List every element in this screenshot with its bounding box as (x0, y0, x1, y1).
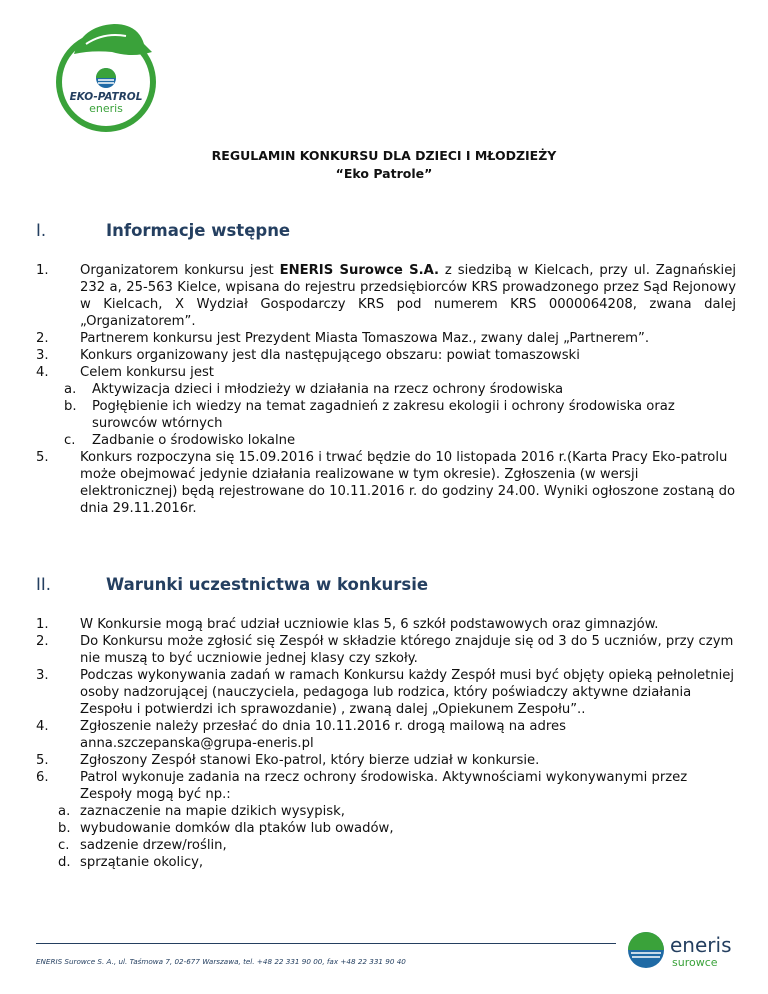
footer-logo-line1: eneris (670, 933, 732, 957)
eko-patrol-logo (52, 14, 160, 136)
section-1-list (36, 262, 736, 517)
section-2-list (36, 616, 736, 871)
section-1-heading (36, 221, 290, 240)
list-item: 4. Zgłoszenie należy przesłać do dnia 10.11.2016 r. drogą mailową na adres anna.szczepanska@grupa-eneris.pl (36, 719, 566, 751)
logo-line1: EKO-PATROL (69, 91, 143, 103)
list-item: 1. W Konkursie mogą brać udział uczniowie klas 5, 6 szkół podstawowych oraz gimnazjów. (36, 617, 659, 632)
list-item: 2. Do Konkursu może zgłosić się Zespół w składzie którego znajduje się od 3 do 5 uczniów, przy czym nie muszą to być uczniowie jednej klasy czy szkoły. (36, 634, 734, 666)
list-item: 6. Patrol wykonuje zadania na rzecz ochrony środowiska. Aktywnościami wykonywanymi przez Zespoły mogą być np.: (36, 770, 688, 802)
list-item: 5. Konkurs rozpoczyna się 15.09.2016 i trwać będzie do 10 listopada 2016 r.(Karta Pracy Eko-patrolu może obejmować jedynie działania realizowane w tym okresie). Zgłoszenia (w wersji elektronicznej) będą rejestrowane do 10.11.2016 r. do godziny 24.00. Wyniki ogłoszone zostaną do dnia 29.11.2016r. (36, 450, 736, 516)
sub-item: b. Pogłębienie ich wiedzy na temat zagadnień z zakresu ekologii i ochrony środowiska oraz surowców wtórnych (64, 399, 675, 431)
section-1-number: I. (36, 221, 47, 240)
list-item: 3. Konkurs organizowany jest dla następującego obszaru: powiat tomaszowski (36, 348, 580, 363)
sub-item: c. sadzenie drzew/roślin, (58, 838, 227, 853)
eneris-surowce-logo (626, 928, 756, 972)
footer-divider (36, 943, 616, 944)
list-item: 2. Partnerem konkursu jest Prezydent Miasta Tomaszowa Maz., zwany dalej „Partnerem”. (36, 331, 650, 346)
sub-item: b. wybudowanie domków dla ptaków lub owadów, (58, 821, 394, 836)
sub-item: c. Zadbanie o środowisko lokalne (64, 433, 296, 448)
list-item: 3. Podczas wykonywania zadań w ramach Konkursu każdy Zespół musi być objęty opieką pełnoletniej osoby nadzorującej (nauczyciela, pedagoga lub rodzica, który poświadczy aktywne działania Zespołu i potwierdzi ich sprawozdanie) , zwaną dalej „Opiekunem Zespołu”.. (36, 668, 735, 717)
document-title: REGULAMIN KONKURSU DLA DZIECI I MŁODZIEŻY (211, 148, 557, 163)
footer-logo-line2: surowce (672, 956, 718, 969)
document-subtitle: “Eko Patrole” (335, 166, 433, 181)
footer-address: ENERIS Surowce S. A., ul. Taśmowa 7, 02-677 Warszawa, tel. +48 22 331 90 00, fax +48 22 331 90 40 (36, 957, 406, 966)
sub-item: a. zaznaczenie na mapie dzikich wysypisk, (58, 804, 345, 819)
list-item: 5. Zgłoszony Zespół stanowi Eko-patrol, który bierze udział w konkursie. (36, 753, 540, 768)
section-2-number: II. (36, 575, 51, 594)
sub-item: d. sprzątanie okolicy, (58, 855, 204, 870)
section-2-heading (36, 575, 428, 594)
section-1-title: Informacje wstępne (106, 221, 291, 240)
logo-line2: eneris (89, 102, 123, 115)
list-item: 1. Organizatorem konkursu jest ENERIS Surowce S.A. z siedzibą w Kielcach, przy ul. Zagnańskiej 232 a, 25-563 Kielce, wpisana do rejestru przedsiębiorców KRS prowadzonego przez Sąd Rejonowy w Kielcach, X Wydział Gospodarczy KRS pod numerem KRS 0000064208, zwana dalej „Organizatorem”. (36, 263, 736, 329)
organizer-name: ENERIS Surowce S.A. (279, 263, 440, 278)
list-item: 4. Celem konkursu jest (36, 365, 214, 380)
section-2-title: Warunki uczestnictwa w konkursie (106, 575, 429, 594)
sub-item: a. Aktywizacja dzieci i młodzieży w działania na rzecz ochrony środowiska (64, 382, 564, 397)
